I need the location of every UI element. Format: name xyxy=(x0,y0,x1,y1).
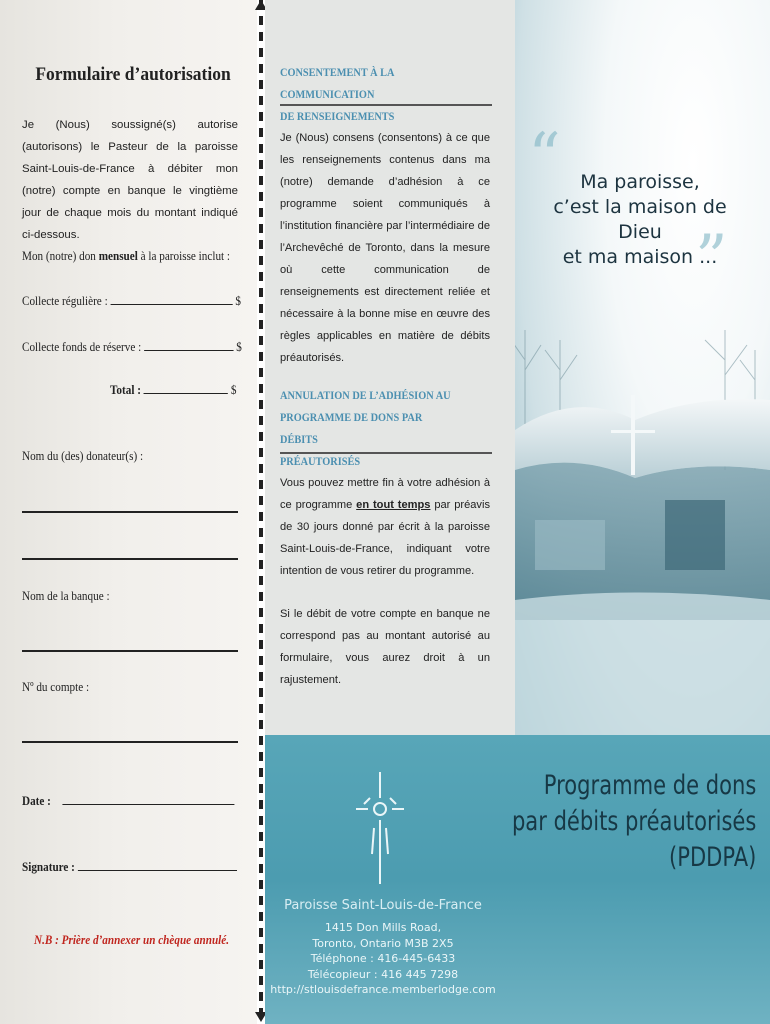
consent-rule xyxy=(280,104,492,106)
reserve-fund-field[interactable] xyxy=(22,338,242,355)
church-photo xyxy=(515,0,770,735)
reserve-fund-label: Collecte fonds de réserve : xyxy=(22,339,142,354)
parish-quote: Ma paroisse, c’est la maison de Dieu et ma maison ... xyxy=(553,171,727,268)
consent-body: Je (Nous) consens (consentons) à ce que les renseignements contenus dans ma (notre) demande d’adhésion à ce programme soient communiqués à l’institution financière par l’intermédiaire de l’Archevêché de Toronto, dans la mesure où cette communication de renseignements est directement reliée et nécessaire à la bonne mise en œuvre des règles applicables en matière de débits préautorisés. xyxy=(280,132,490,364)
authorization-paragraph: Je (Nous) soussigné(s) autorise (autorisons) le Pasteur de la paroisse Saint-Louis-de-France à débiter mon (notre) compte en banque le vingtième jour de chaque mois du montant indiqué ci-dessous. xyxy=(22,119,238,241)
parish-name: Paroisse Saint-Louis-de-France xyxy=(284,898,482,913)
perforation-line xyxy=(259,0,263,1024)
bank-name-line[interactable] xyxy=(22,650,238,652)
date-line[interactable] xyxy=(62,792,234,805)
church-building-image xyxy=(515,0,770,735)
open-quote-icon: “ xyxy=(528,120,561,194)
phone-line: Téléphone : 416-445-6433 xyxy=(310,952,456,965)
account-number-line[interactable] xyxy=(22,741,238,743)
bank-name-label: Nom de la banque : xyxy=(22,588,110,603)
currency-symbol: $ xyxy=(236,339,242,354)
signature-line[interactable] xyxy=(78,858,237,871)
consent-heading: CONSENTEMENT À LA COMMUNICATION DE RENSEIGNEMENTS xyxy=(280,65,395,123)
account-number-label: Nº du compte : xyxy=(22,679,90,694)
program-title: Programme de dons par débits préautorisés (PDDPA) xyxy=(511,770,756,873)
date-label: Date : xyxy=(22,793,51,808)
total-line[interactable] xyxy=(144,381,228,394)
reserve-fund-line[interactable] xyxy=(144,338,233,351)
donor-name-line-2[interactable] xyxy=(22,558,238,560)
signature-field[interactable] xyxy=(22,858,237,875)
cancelled-cheque-note: N.B : Prière d’annexer un chèque annulé. xyxy=(34,932,230,947)
currency-symbol: $ xyxy=(230,382,237,397)
cancellation-body: Vous pouvez mettre fin à votre adhésion à ce programme en tout temps par préavis de 30 jours donné par écrit à la paroisse Saint-Louis-de-France, indiquant votre intention de vous retirer du programme. xyxy=(280,477,490,577)
adjustment-body: Si le débit de votre compte en banque ne correspond pas au montant autorisé au formulaire, vous aurez droit à un rajustement. xyxy=(280,608,490,686)
parish-contact xyxy=(268,920,498,998)
fax-line: Télécopieur : 416 445 7298 xyxy=(307,967,459,981)
regular-collection-field[interactable] xyxy=(22,292,241,309)
form-title: Formulaire d’autorisation xyxy=(35,64,231,85)
anytime-emphasis: en tout temps xyxy=(356,499,431,511)
address-line-1: 1415 Don Mills Road, xyxy=(324,921,442,934)
regular-collection-label: Collecte régulière : xyxy=(22,293,108,308)
cancellation-rule xyxy=(280,452,492,454)
currency-symbol: $ xyxy=(235,293,241,308)
donor-name-line-1[interactable] xyxy=(22,511,238,513)
donor-name-label: Nom du (des) donateur(s) : xyxy=(22,448,144,463)
close-quote-icon: ” xyxy=(695,222,728,296)
total-label: Total : xyxy=(110,382,141,397)
date-field[interactable] xyxy=(22,792,234,809)
address-line-2: Toronto, Ontario M3B 2X5 xyxy=(312,936,454,950)
monthly-donation-label: Mon (notre) don mensuel à la paroisse inclut : xyxy=(22,248,231,263)
regular-collection-line[interactable] xyxy=(110,292,232,305)
website-link[interactable]: http://stlouisdefrance.memberlodge.com xyxy=(270,983,496,996)
total-field[interactable] xyxy=(110,381,236,398)
authorization-form-panel xyxy=(0,0,257,1024)
signature-label: Signature : xyxy=(22,859,75,874)
cross-logo-icon xyxy=(350,768,410,888)
cancellation-heading: ANNULATION DE L’ADHÉSION AU PROGRAMME DE DONS PAR DÉBITS PRÉAUTORISÉS xyxy=(280,388,451,468)
